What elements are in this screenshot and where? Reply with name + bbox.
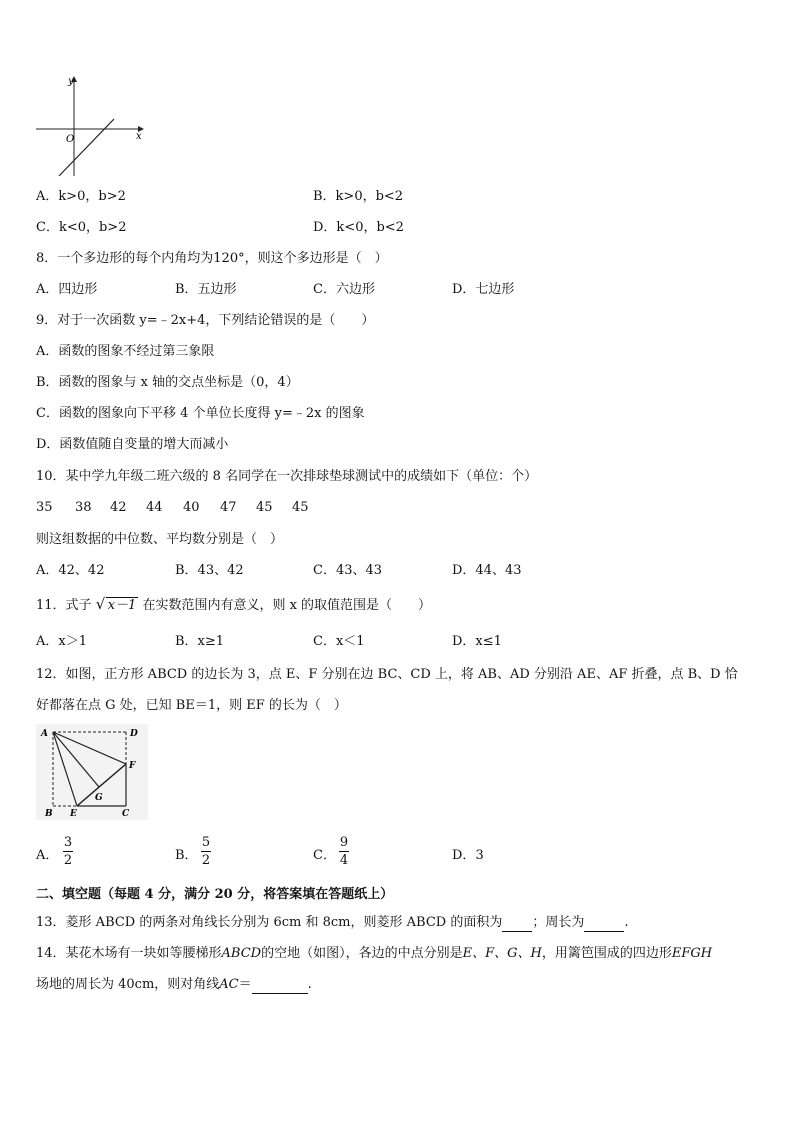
fraction-numerator: 5 xyxy=(201,835,211,850)
q12-stem-line1: 12．如图，正方形 ABCD 的边长为 3，点 E、F 分别在边 BC、CD 上，将 AB、AD 分别沿 AE、AF 折叠，点 B、D 恰 xyxy=(36,667,738,682)
answer-blank xyxy=(584,917,624,932)
q12-option-a-letter: A． xyxy=(36,848,59,863)
q14-text: ＝ xyxy=(238,977,252,992)
graph-y-label: y xyxy=(68,76,74,87)
q11-option-b: B．x≥1 xyxy=(175,634,225,649)
q10-option-a: A．42、42 xyxy=(36,563,105,578)
q12-option-c-fraction xyxy=(339,835,349,868)
q10-option-c: C．43、43 xyxy=(313,563,383,578)
q8-option-b: B．五边形 xyxy=(175,282,237,297)
fig-label-e: E xyxy=(70,809,77,819)
q12-option-d-letter: D． xyxy=(452,848,476,863)
q10-score: 42 xyxy=(110,500,127,515)
fraction-denominator: 2 xyxy=(201,853,211,868)
q12-option-d-value: 3 xyxy=(475,848,484,863)
q9-option-c: C．函数的图象向下平移 4 个单位长度得 y=﹣2x 的图象 xyxy=(36,406,365,421)
q11-option-a: A．x＞1 xyxy=(36,634,87,649)
q13-part3: . xyxy=(624,915,629,930)
q14-text: 的空地（如图），各边的中点分别是 xyxy=(261,946,463,961)
fraction-denominator: 4 xyxy=(339,853,349,868)
q10-score: 40 xyxy=(183,500,200,515)
q9-stem: 9．对于一次函数 y=﹣2x+4，下列结论错误的是（ ） xyxy=(36,313,375,328)
q7-option-a: A．k>0，b>2 xyxy=(36,189,126,204)
fig-label-a: A xyxy=(41,729,48,739)
q11-sqrt-expression xyxy=(96,597,139,615)
q11-option-c: C．x＜1 xyxy=(313,634,365,649)
q10-question: 则这组数据的中位数、平均数分别是（ ） xyxy=(36,532,284,547)
fraction-bar xyxy=(201,851,211,852)
fraction-bar xyxy=(339,851,349,852)
q10-score: 45 xyxy=(256,500,273,515)
q11-suffix: 在实数范围内有意义，则 x 的取值范围是（ ） xyxy=(142,598,432,613)
q11-option-d: D．x≤1 xyxy=(452,634,502,649)
q14-text: 14．某花木场有一块如等腰梯形 xyxy=(36,946,222,961)
q14-diagonal: AC xyxy=(219,977,239,992)
q9-option-b: B．函数的图象与 x 轴的交点坐标是（0，4） xyxy=(36,375,299,390)
graph-origin-label: O xyxy=(66,134,75,145)
q12-option-a-fraction xyxy=(63,835,73,868)
q8-option-a: A．四边形 xyxy=(36,282,98,297)
radical-sign-icon: √ xyxy=(95,595,106,613)
q7-option-d: D．k<0，b<2 xyxy=(313,220,404,235)
q14-text: . xyxy=(307,977,312,992)
fig-label-d: D xyxy=(130,729,138,739)
q14-midpoints: E、F、G、H xyxy=(462,946,542,961)
fraction-denominator: 2 xyxy=(63,853,73,868)
fraction-numerator: 3 xyxy=(63,835,73,850)
q11-prefix: 11．式子 xyxy=(36,598,92,613)
q14-stem-line2 xyxy=(36,976,312,994)
q13-part2: ；周长为 xyxy=(532,915,585,930)
q12-option-c-letter: C． xyxy=(313,848,336,863)
q10-option-d: D．44、43 xyxy=(452,563,522,578)
q10-score: 47 xyxy=(220,500,237,515)
fig-label-c: C xyxy=(122,809,130,819)
q10-stem: 10．某中学九年级二班六级的 8 名同学在一次排球垫球测试中的成绩如下（单位：个） xyxy=(36,469,538,484)
q12-square-figure xyxy=(36,724,148,820)
fraction-bar xyxy=(63,851,73,852)
q12-option-b-fraction xyxy=(201,835,211,868)
fraction-numerator: 9 xyxy=(339,835,349,850)
q7-graph-figure xyxy=(34,72,146,180)
q12-option-d xyxy=(452,847,484,865)
q10-score: 45 xyxy=(292,500,309,515)
section-heading: 二、填空题（每题 4 分，满分 20 分，将答案填在答题纸上） xyxy=(36,887,394,902)
fig-label-g: G xyxy=(95,793,103,803)
q14-shape-abcd: ABCD xyxy=(221,946,262,961)
q11-stem xyxy=(36,597,431,615)
q14-text: ，用篱笆围成的四边形 xyxy=(541,946,672,961)
q10-score: 35 xyxy=(36,500,53,515)
q9-option-d: D．函数值随自变量的增大而减小 xyxy=(36,437,229,452)
q14-shape-efgh: EFGH xyxy=(671,946,713,961)
q11-radicand: x－1 xyxy=(107,598,137,613)
q7-option-c: C．k<0，b>2 xyxy=(36,220,127,235)
q8-option-c: C．六边形 xyxy=(313,282,375,297)
graph-x-label: x xyxy=(136,131,142,142)
q10-option-b: B．43、42 xyxy=(175,563,244,578)
q12-option-b-letter: B． xyxy=(175,848,198,863)
answer-blank xyxy=(502,917,532,932)
q13-stem xyxy=(36,914,629,932)
q7-option-b: B．k>0，b<2 xyxy=(313,189,404,204)
q14-stem-line1 xyxy=(36,945,712,963)
fig-label-b: B xyxy=(45,809,53,819)
q12-stem-line2: 好都落在点 G 处，已知 BE＝1，则 EF 的长为（ ） xyxy=(36,698,347,713)
q9-option-a: A．函数的图象不经过第三象限 xyxy=(36,344,215,359)
q14-text: 场地的周长为 40cm，则对角线 xyxy=(36,977,220,992)
q10-score: 44 xyxy=(146,500,163,515)
answer-blank xyxy=(252,979,308,994)
q8-option-d: D．七边形 xyxy=(452,282,515,297)
q13-part1: 13．菱形 ABCD 的两条对角线长分别为 6cm 和 8cm，则菱形 ABCD 的面积为 xyxy=(36,915,503,930)
fig-label-f: F xyxy=(129,761,136,771)
q8-stem: 8．一个多边形的每个内角均为120°，则这个多边形是（ ） xyxy=(36,251,388,266)
q10-score: 38 xyxy=(75,500,92,515)
